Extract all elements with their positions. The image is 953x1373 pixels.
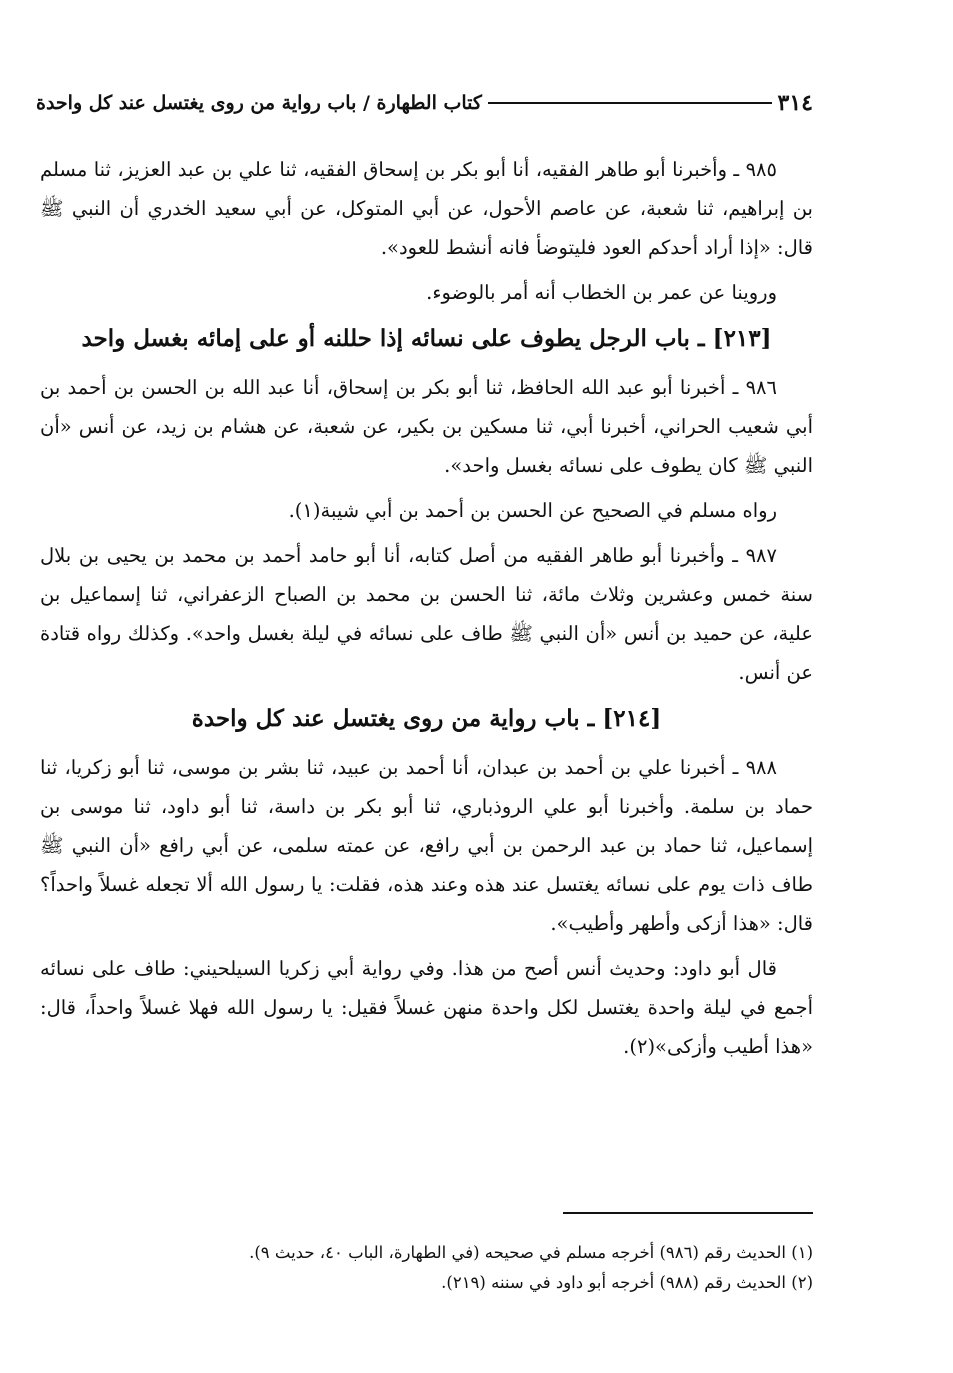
chapter-214-title: [٢١٤] ـ باب رواية من روى يغتسل عند كل واحدة: [191, 705, 662, 732]
hadith-988: ٩٨٨ ـ أخبرنا علي بن أحمد بن عبدان، أنا أحمد بن عبيد، ثنا بشر بن موسى، ثنا أبو زكريا، ثنا حماد بن سلمة. وأخبرنا أبو علي الروذباري، ثنا أبو بكر بن داسة، ثنا أبو داود، ثنا موسى بن إسماعيل، ثنا حماد بن عبد الرحمن بن أبي رافع، عن عمته سلمى، عن أبي رافع «أن النبي ﷺ طاف ذات يوم على نسائه يغتسل عند هذه وعند هذه، فقلت: يا رسول الله ألا تجعله غسلاً واحداً؟ قال: «هذا أزكى وأطهر وأطيب».: [40, 756, 813, 935]
page-body: [40, 150, 813, 1066]
hadith-988-note: قال أبو داود: وحديث أنس أصح من هذا. وفي رواية أبي زكريا السيلحيني: طاف على نسائه أجمع في ليلة واحدة يغتسل لكل واحدة منهن غسلاً فقيل: يا رسول الله فهلا غسلاً واحداً، قال: «هذا أطيب وأزكى»(٢).: [40, 957, 813, 1058]
hadith-985-note: وروينا عن عمر بن الخطاب أنه أمر بالوضوء.: [426, 281, 777, 304]
chapter-213-title: [٢١٣] ـ باب الرجل يطوف على نسائه إذا حللنه أو على إمائه بغسل واحد: [81, 325, 772, 352]
footnote-1: (١) الحديث رقم (٩٨٦) أخرجه مسلم في صحيحه (في الطهارة، الباب ٤٠، حديث ٩).: [249, 1243, 813, 1262]
page-number: ٣١٤: [777, 90, 813, 116]
hadith-986-note: رواه مسلم في الصحيح عن الحسن بن أحمد بن أبي شيبة(١).: [288, 499, 777, 522]
hadith-987: ٩٨٧ ـ وأخبرنا أبو طاهر الفقيه من أصل كتابه، أنا أبو حامد أحمد بن محمد بن يحيى بن بلال سنة خمس وعشرين وثلاث مائة، ثنا الحسن بن محمد بن الصباح الزعفراني، ثنا إسماعيل بن علية، عن حميد بن أنس «أن النبي ﷺ طاف على نسائه في ليلة بغسل واحد». وكذلك رواه قتادة عن أنس.: [40, 544, 813, 684]
header-rule: [488, 102, 772, 104]
hadith-985: ٩٨٥ ـ وأخبرنا أبو طاهر الفقيه، أنا أبو بكر بن إسحاق الفقيه، ثنا علي بن عبد العزيز، ثنا مسلم بن إبراهيم، ثنا شعبة، عن عاصم الأحول، عن أبي المتوكل، عن أبي سعيد الخدري أن النبي ﷺ قال: «إذا أراد أحدكم العود فليتوضأ فانه أنشط للعود».: [40, 158, 813, 259]
footnote-separator: [563, 1212, 813, 1214]
hadith-986: ٩٨٦ ـ أخبرنا أبو عبد الله الحافظ، ثنا أبو بكر بن إسحاق، أنا عبد الله بن الحسن بن أحمد بن أبي شعيب الحراني، أخبرنا أبي، ثنا مسكين بن بكير، عن شعبة، عن هشام بن زيد، عن أنس «أن النبي ﷺ كان يطوف على نسائه بغسل واحد».: [40, 376, 813, 477]
footnotes: [40, 1238, 813, 1298]
running-title: كتاب الطهارة / باب رواية من روى يغتسل عند كل واحدة: [36, 92, 482, 114]
footnote-2: (٢) الحديث رقم (٩٨٨) أخرجه أبو داود في سننه (٢١٩).: [441, 1273, 813, 1292]
running-header: [36, 86, 813, 120]
